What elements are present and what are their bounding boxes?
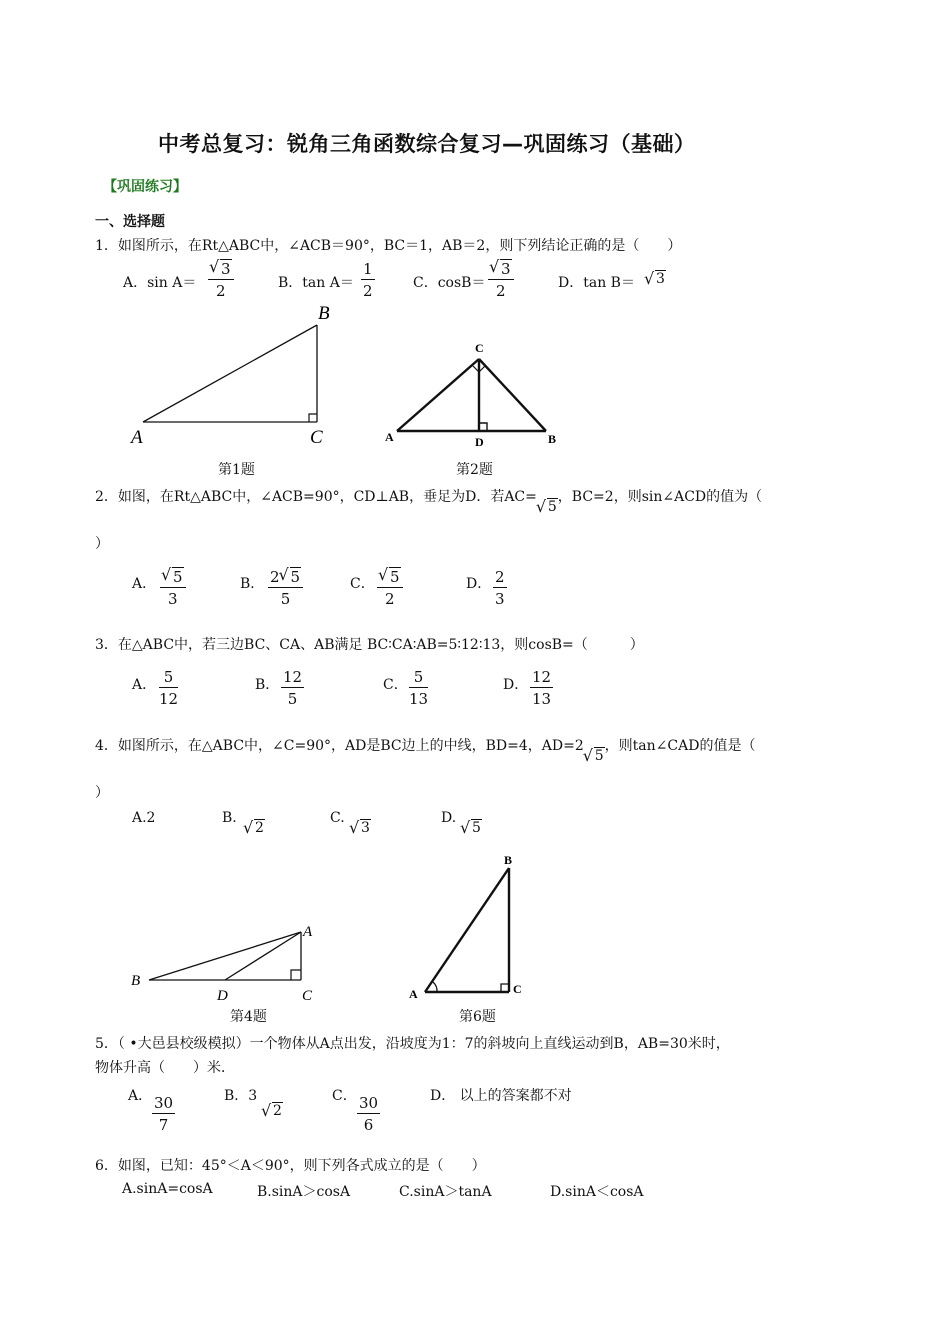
q2-option-c-label: C． [350,576,375,592]
q4-option-c-sqrt: √ 3 [350,820,371,836]
figure-2-caption: 第2题 [456,462,493,478]
fig4-label-a: A [303,924,313,940]
fig1-side-ab [143,325,317,422]
q3-option-a-fraction: $\frac{5}{12}$ [159,668,179,708]
q4-option-d-label: D. [441,810,457,826]
figure-1-caption: 第1题 [218,462,255,478]
fig4-label-c: C [302,988,313,1004]
figure-4-caption: 第4题 [230,1009,267,1025]
figure-4-diagram [125,918,325,1008]
figure-2-diagram [383,335,563,450]
q5-option-c-fraction: $\frac{30}{6}$ [359,1094,379,1134]
fig6-angle-a-arc [433,982,437,992]
q1-option-c-label: C．cosB＝ [413,275,486,291]
q5-option-d: D． 以上的答案都不对 [430,1088,572,1104]
fig4-label-b: B [131,973,141,989]
fig4-label-d: D [217,988,228,1004]
fig1-label-b: B [318,303,330,324]
q2-option-d-label: D． [466,576,492,592]
fig2-label-c: C [475,341,484,355]
fig2-label-b: B [548,432,557,446]
fig6-right-angle-mark [501,984,509,992]
q5-option-b-sqrt: √ 2 [262,1103,283,1119]
q6-option-c: C.sinA＞tanA [399,1184,492,1200]
question-4-text: 4．如图所示，在△ABC中，∠C=90°，AD是BC边上的中线，BD=4，AD=2√ 5，则tan∠CAD的值是（ [95,735,755,764]
q2-option-c-fraction: √ $\frac{5}{2}$ [377,567,403,610]
q3-option-c-label: C． [383,677,408,693]
fig1-right-angle-mark [309,414,317,422]
question-3-text: 3．在△ABC中，若三边BC、CA、AB满足 BC∶CA∶AB=5∶12∶13，则cosB=（ ） [95,637,644,653]
q6-option-d: D.sinA＜cosA [550,1184,644,1200]
q3-option-b-label: B． [255,677,280,693]
question-4-text-end: ） [95,785,109,801]
q4-option-c-label: C. [330,810,345,826]
part1-heading: 一、选择题 [95,214,165,230]
q1-option-a-label: A．sin A＝ [123,275,197,291]
fig4-median-ad [225,932,301,980]
q3-option-b-fraction: $\frac{12}{5}$ [283,668,303,708]
q1-option-d-sqrt: √ 3 [645,271,666,287]
figure-1-diagram [125,300,355,450]
q2-option-b-fraction: $\frac{2√ 5}{5}$ [268,567,303,610]
question-5-line-1: 5．（ •大邑县校级模拟）一个物体从A点出发，沿坡度为1：7的斜坡向上直线运动到B，AB=30米时， [95,1036,730,1052]
question-2-text: 2．如图，在Rt△ABC中，∠ACB=90°，CD⊥AB，垂足为D．若AC=√ 5，BC=2，则sin∠ACD的值为（ [95,486,762,515]
figure-6-caption: 第6题 [459,1009,496,1025]
q3-option-d-fraction: $\frac{12}{13}$ [532,668,552,708]
page-title: 中考总复习：锐角三角函数综合复习—巩固练习（基础） [158,132,696,156]
q2-option-b-label: B． [240,576,265,592]
q1-option-c-fraction: √ $\frac{3}{2}$ [488,259,514,302]
q6-option-a: A.sinA=cosA [122,1181,213,1197]
q5-option-a-fraction: $\frac{30}{7}$ [154,1094,174,1134]
fig1-label-c: C [310,427,323,448]
fig4-side-ab [149,932,301,980]
fig2-label-d: D [475,435,484,449]
question-5-line-2: 物体升高（ ）米． [95,1060,235,1076]
q5-option-a-label: A． [128,1088,153,1104]
fig4-right-angle-mark [291,970,301,980]
q2-option-a-label: A． [132,576,157,592]
q1-option-b-label: B．tan A＝ [278,275,354,291]
q3-option-d-label: D． [503,677,529,693]
fig6-label-b: B [504,853,513,867]
fig6-side-ab [425,868,509,992]
q2-option-d-fraction: $\frac{2}{3}$ [495,568,505,608]
fig1-label-a: A [131,427,143,448]
fig2-right-angle-d [479,423,487,431]
q4-option-d-sqrt: √ 5 [461,820,482,836]
fig2-label-a: A [385,430,394,444]
figure-6-diagram [403,848,533,1000]
fig6-label-c: C [513,982,522,996]
q1-option-b-fraction: $\frac{1}{2}$ [363,260,373,300]
q5-option-c-label: C． [332,1088,357,1104]
q4-option-b-sqrt: √ 2 [244,820,265,836]
q1-option-d-label: D．tan B＝ [558,275,635,291]
q6-option-b: B.sinA＞cosA [257,1184,351,1200]
q5-option-b-label: B．3 [224,1088,258,1104]
question-6-text: 6．如图，已知：45°＜A＜90°，则下列各式成立的是（ ） [95,1158,486,1174]
q4-option-a: A.2 [132,810,156,826]
question-2-text-end: ） [95,536,109,552]
q1-option-a-fraction: √ $\frac{3}{2}$ [208,259,234,302]
fig2-side-ac [397,359,479,431]
fig2-side-bc [479,359,546,431]
question-1-text: 1．如图所示，在Rt△ABC中，∠ACB＝90°，BC＝1，AB＝2，则下列结论正确的是（ ） [95,238,682,254]
fig6-label-a: A [409,987,418,1000]
q3-option-a-label: A． [132,677,157,693]
q4-option-b-label: B. [222,810,237,826]
q3-option-c-fraction: $\frac{5}{13}$ [409,668,429,708]
section-label: 【巩固练习】 [103,179,187,195]
q2-option-a-fraction: √ $\frac{5}{3}$ [160,567,186,610]
